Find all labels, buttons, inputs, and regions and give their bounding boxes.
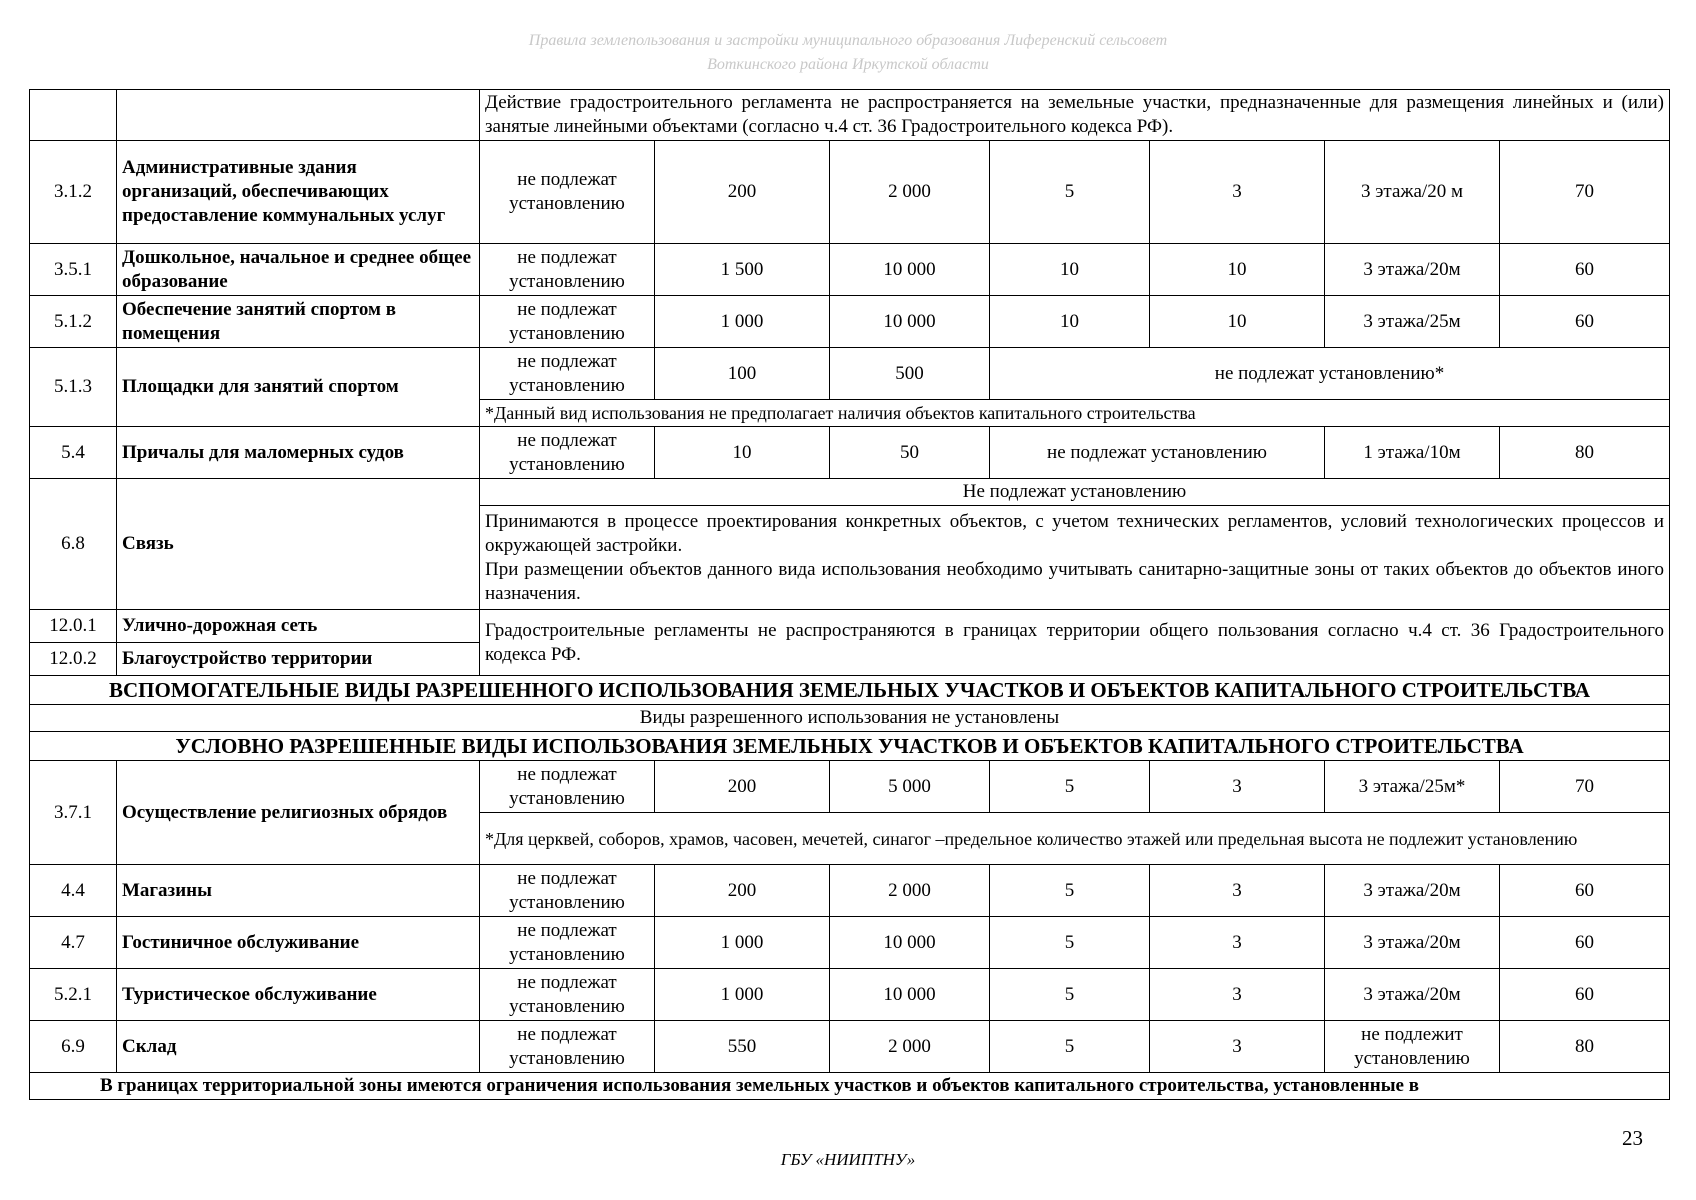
- value-cell: 5: [990, 141, 1150, 244]
- use-name-cell: Площадки для занятий спортом: [117, 348, 480, 427]
- table-row: [30, 761, 1670, 813]
- code-cell: 4.4: [30, 865, 117, 917]
- table-row: [30, 1073, 1670, 1100]
- code-cell: 3.7.1: [30, 761, 117, 865]
- table-row: [30, 427, 1670, 479]
- value-cell: 1 000: [655, 296, 830, 348]
- value-cell: 1 000: [655, 917, 830, 969]
- regulations-table: [29, 89, 1670, 1100]
- table-row: [30, 676, 1670, 705]
- value-cell: 200: [655, 865, 830, 917]
- value-cell: не подлежат установлению: [480, 969, 655, 1021]
- use-name-cell: Дошкольное, начальное и среднее общее образование: [117, 244, 480, 296]
- value-cell: не подлежат установлению: [480, 427, 655, 479]
- use-name-cell: Осуществление религиозных обрядов: [117, 761, 480, 865]
- value-cell: 3: [1150, 865, 1325, 917]
- value-cell: 1 000: [655, 969, 830, 1021]
- use-name-cell: Улично-дорожная сеть: [117, 610, 480, 643]
- use-name-cell: Магазины: [117, 865, 480, 917]
- value-cell: 5: [990, 969, 1150, 1021]
- value-cell: не подлежат установлению*: [990, 348, 1670, 400]
- value-cell: 3: [1150, 969, 1325, 1021]
- table-row: [30, 917, 1670, 969]
- code-cell: 5.1.2: [30, 296, 117, 348]
- code-cell: 4.7: [30, 917, 117, 969]
- value-cell: 3 этажа/25м*: [1325, 761, 1500, 813]
- value-cell: 10 000: [830, 917, 990, 969]
- use-name-cell: Туристическое обслуживание: [117, 969, 480, 1021]
- value-cell: не подлежат установлению: [480, 1021, 655, 1073]
- value-cell: 60: [1500, 969, 1670, 1021]
- table-row: [30, 865, 1670, 917]
- value-cell: 1 500: [655, 244, 830, 296]
- value-cell: 60: [1500, 865, 1670, 917]
- table-row: [30, 1021, 1670, 1073]
- code-cell: 5.2.1: [30, 969, 117, 1021]
- value-cell: 200: [655, 761, 830, 813]
- code-cell: 5.1.3: [30, 348, 117, 427]
- value-cell: 5: [990, 1021, 1150, 1073]
- value-cell: 550: [655, 1021, 830, 1073]
- value-cell: 3 этажа/20м: [1325, 865, 1500, 917]
- value-cell: 10: [990, 296, 1150, 348]
- table-row: [30, 610, 1670, 643]
- header-line-1: Правила землепользования и застройки муниципального образования Лиференский сельсовет: [528, 32, 1168, 49]
- footnote-cell: *Для церквей, соборов, храмов, часовен, мечетей, синагог –предельное количество этажей или предельная высота не подлежит установлению: [480, 813, 1670, 865]
- table-row: [30, 348, 1670, 400]
- value-cell: 10: [655, 427, 830, 479]
- value-cell: 3 этажа/20м: [1325, 917, 1500, 969]
- section-heading-conditional: УСЛОВНО РАЗРЕШЕННЫЕ ВИДЫ ИСПОЛЬЗОВАНИЯ ЗЕМЕЛЬНЫХ УЧАСТКОВ И ОБЪЕКТОВ КАПИТАЛЬНОГО СТРОИТЕЛЬСТВА: [30, 732, 1670, 761]
- value-cell: 3 этажа/20 м: [1325, 141, 1500, 244]
- value-cell: 10 000: [830, 296, 990, 348]
- use-name-cell: Административные здания организаций, обеспечивающих предоставление коммунальных услуг: [117, 141, 480, 244]
- footnote-cell: *Данный вид использования не предполагает наличия объектов капитального строительства: [480, 400, 1670, 427]
- value-cell: не подлежат установлению: [480, 865, 655, 917]
- restrictions-text: В границах территориальной зоны имеются ограничения использования земельных участков и объектов капитального строительства, установленные в: [30, 1073, 1670, 1100]
- value-cell: 3: [1150, 917, 1325, 969]
- value-cell: 60: [1500, 917, 1670, 969]
- linear-objects-note: Действие градостроительного регламента не распространяется на земельные участки, предназначенные для размещения линейных и (или) занятые линейными объектами (согласно ч.4 ст. 36 Градостроительного кодекса РФ).: [480, 90, 1670, 141]
- use-name-cell: Гостиничное обслуживание: [117, 917, 480, 969]
- table-row: [30, 244, 1670, 296]
- value-cell: 70: [1500, 761, 1670, 813]
- value-cell: 10 000: [830, 969, 990, 1021]
- value-cell: 1 этажа/10м: [1325, 427, 1500, 479]
- value-cell: не подлежит установлению: [1325, 1021, 1500, 1073]
- value-cell: 50: [830, 427, 990, 479]
- value-cell: 60: [1500, 296, 1670, 348]
- code-cell: 12.0.1: [30, 610, 117, 643]
- table-row: [30, 479, 1670, 506]
- value-cell: 10: [990, 244, 1150, 296]
- value-cell: 60: [1500, 244, 1670, 296]
- use-name-cell: Причалы для маломерных судов: [117, 427, 480, 479]
- value-cell: Не подлежат установлению: [480, 479, 1670, 506]
- value-cell: 3: [1150, 1021, 1325, 1073]
- value-cell: не подлежат установлению: [480, 244, 655, 296]
- value-cell: 5: [990, 917, 1150, 969]
- value-cell: 3 этажа/20м: [1325, 969, 1500, 1021]
- value-cell: 10 000: [830, 244, 990, 296]
- value-cell: 500: [830, 348, 990, 400]
- table-row: [30, 141, 1670, 244]
- code-cell: 6.8: [30, 479, 117, 610]
- code-cell: 6.9: [30, 1021, 117, 1073]
- value-cell: 3: [1150, 761, 1325, 813]
- value-cell: не подлежат установлению: [480, 141, 655, 244]
- code-cell: 3.1.2: [30, 141, 117, 244]
- footer: ГБУ «НИИПТНУ»: [780, 1150, 916, 1169]
- value-cell: не подлежат установлению: [480, 296, 655, 348]
- value-cell: 3: [1150, 141, 1325, 244]
- value-cell: 2 000: [830, 865, 990, 917]
- code-cell: 3.5.1: [30, 244, 117, 296]
- value-cell: не подлежат установлению: [480, 761, 655, 813]
- table-row: [30, 296, 1670, 348]
- value-cell: 2 000: [830, 1021, 990, 1073]
- value-cell: не подлежат установлению: [480, 348, 655, 400]
- value-cell: 70: [1500, 141, 1670, 244]
- value-cell: 80: [1500, 1021, 1670, 1073]
- value-cell: 80: [1500, 427, 1670, 479]
- table-row: [30, 969, 1670, 1021]
- running-header: [0, 29, 1696, 77]
- page-number: 23: [1622, 1126, 1643, 1150]
- table-row: [30, 90, 1670, 141]
- use-name-cell: Обеспечение занятий спортом в помещения: [117, 296, 480, 348]
- value-cell: 10: [1150, 296, 1325, 348]
- value-cell: 5: [990, 761, 1150, 813]
- table-row: [30, 732, 1670, 761]
- value-cell: 10: [1150, 244, 1325, 296]
- value-cell: 5: [990, 865, 1150, 917]
- value-cell: 5 000: [830, 761, 990, 813]
- code-cell: 12.0.2: [30, 643, 117, 676]
- value-cell: не подлежат установлению: [990, 427, 1325, 479]
- communication-note: [480, 506, 1670, 610]
- section-heading-auxiliary: ВСПОМОГАТЕЛЬНЫЕ ВИДЫ РАЗРЕШЕННОГО ИСПОЛЬЗОВАНИЯ ЗЕМЕЛЬНЫХ УЧАСТКОВ И ОБЪЕКТОВ КАПИТАЛЬНОГО СТРОИТЕЛЬСТВА: [30, 676, 1670, 705]
- value-cell: 100: [655, 348, 830, 400]
- value-cell: не подлежат установлению: [480, 917, 655, 969]
- use-name-cell: Связь: [117, 479, 480, 610]
- use-name-cell: Склад: [117, 1021, 480, 1073]
- note-paragraph: При размещении объектов данного вида использования необходимо учитывать санитарно-защитные зоны от таких объектов до объектов иного назначения.: [485, 558, 1664, 604]
- note-paragraph: Принимаются в процессе проектирования конкретных объектов, с учетом технических регламентов, условий технологических процессов и окружающей застройки.: [485, 510, 1664, 556]
- auxiliary-note: Виды разрешенного использования не установлены: [30, 705, 1670, 732]
- header-line-2: Воткинского района Иркутской области: [707, 56, 989, 73]
- value-cell: 3 этажа/20м: [1325, 244, 1500, 296]
- table-row: [30, 705, 1670, 732]
- use-name-cell: Благоустройство территории: [117, 643, 480, 676]
- value-cell: 2 000: [830, 141, 990, 244]
- public-territory-note: Градостроительные регламенты не распространяются в границах территории общего пользования согласно ч.4 ст. 36 Градостроительного кодекса РФ.: [480, 610, 1670, 676]
- code-cell: 5.4: [30, 427, 117, 479]
- value-cell: 3 этажа/25м: [1325, 296, 1500, 348]
- value-cell: 200: [655, 141, 830, 244]
